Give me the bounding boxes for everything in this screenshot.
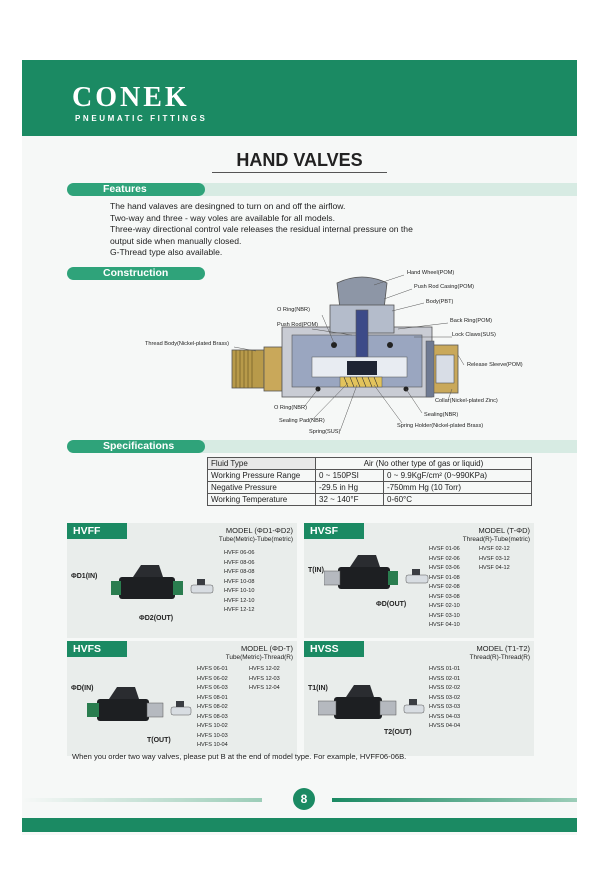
product-card-hvfs [67,641,297,756]
label-release-sleeve: Release Sleeve(POM) [467,362,523,368]
feature-line: output side when manually closed. [110,235,242,246]
label-hand-wheel: Hand Wheel(POM) [407,270,455,276]
model-code: HVFS 06-02 [197,675,228,682]
product-tag: HVFS [67,641,127,657]
construction-heading: Construction [67,267,205,280]
model-code: HVSS 01-01 [429,666,461,672]
model-code: HVFS 12-04 [249,685,280,691]
model-list [249,665,280,694]
spec-value: 0 ~ 9.9KgF/cm² (0~990KPa) [384,470,532,482]
product-model-sub: Tube(Metric)-Thread(R) [225,654,293,661]
model-code: HVSF 03-06 [429,565,460,571]
label-spring-holder: Spring Holder(Nickel-plated Brass) [397,423,484,429]
title-underline [212,172,387,173]
label-body: Body(PBT) [426,299,454,305]
model-code: HVSS 04-04 [429,723,461,729]
model-code: HVSF 02-08 [429,584,460,590]
valve-image [111,563,221,613]
product-card-hvss [304,641,534,756]
specifications-heading: Specifications [67,440,205,453]
model-code: HVSF 04-10 [429,622,460,628]
product-model-header [470,644,530,662]
label-push-rod-casing: Push Rod Casing(POM) [414,284,474,290]
model-code: HVSF 03-08 [429,593,460,600]
model-code: HVFS 12-02 [249,666,280,672]
product-model-header [219,526,293,544]
spec-value: 32 ~ 140°F [316,494,384,506]
model-list [429,665,460,732]
brand-tagline: PNEUMATIC FITTINGS [75,114,208,123]
product-tag: HVSF [304,523,364,539]
feature-line: Two-way and three - way voles are available for all models. [110,212,335,223]
model-code: HVSS 02-02 [429,685,461,691]
feature-line: G-Thread type also available. [110,247,223,257]
model-code: HVFS 10-03 [197,732,228,739]
model-code: HVFF 10-08 [224,578,255,585]
spec-value: Air (No other type of gas or liquid) [316,458,532,470]
label-push-rod: Push Rod(POM) [277,322,319,328]
port-in-label: T1(IN) [308,685,328,692]
feature-line: Three-way directional control vale releases the residual internal pressure on the [110,224,413,234]
model-code: HVFS 08-01 [197,694,228,701]
model-code: HVFF 08-08 [224,569,255,575]
model-code: HVSS 04-03 [429,713,461,720]
features-heading-bar [172,183,577,196]
product-model: MODEL (ΦD1-ΦD2) [225,526,293,535]
model-code: HVSF 01-08 [429,574,460,581]
label-collar: Collar(Nickel-plated Zinc) [435,398,498,404]
order-note: When you order two way valves, please put B at the end of model type. For example, HVFF06-06B. [72,752,407,761]
model-code: HVSF 04-12 [479,565,510,571]
model-code: HVFF 06-06 [224,550,255,556]
model-code: HVSS 03-02 [429,694,461,701]
product-tag: HVFF [67,523,127,539]
model-code: HVFS 06-01 [197,666,228,672]
spec-value: 0-60°C [384,494,532,506]
features-text [110,201,490,259]
page-title: HAND VALVES [236,150,363,170]
product-model-header [226,644,293,662]
label-lock-claws: Lock Claws(SUS) [452,332,496,338]
spec-row [208,470,532,482]
port-out-label: T2(OUT) [384,729,412,736]
label-spring: Spring(SUS) [309,429,341,435]
catalog-page [22,60,577,835]
model-code: HVFF 12-12 [224,607,255,613]
label-sealing-pad: Sealing Pad(NBR) [279,418,325,424]
model-code: HVFF 08-06 [224,559,255,566]
valve-image [87,685,197,735]
page-rule-left [22,798,262,802]
spec-row [208,458,532,470]
model-list [224,549,254,616]
label-thread-body: Thread Body(Nickel-plated Brass) [145,341,229,347]
model-code: HVFF 12-10 [224,597,255,604]
page-number: 8 [293,788,315,810]
port-in-label: ΦD1(IN) [71,573,98,580]
model-code: HVSS 03-03 [429,704,461,710]
construction-diagram [145,265,523,440]
spec-value: -29.5 in Hg [316,482,384,494]
label-sealing: Sealing(NBR) [424,412,459,418]
features-heading: Features [67,183,205,196]
port-out-label: ΦD(OUT) [376,601,407,608]
port-out-label: T(OUT) [147,737,171,744]
valve-image [318,683,428,733]
product-model-header [463,526,530,544]
port-in-label: ΦD(IN) [71,685,94,692]
model-code: HVSS 02-01 [429,675,461,682]
footer-band [22,818,577,832]
model-code: HVFS 10-02 [197,723,228,729]
model-code: HVFS 08-02 [197,704,228,710]
product-model: MODEL (T1-T2) [476,644,530,653]
spec-row [208,482,532,494]
label-o-ring-bottom: O Ring(NBR) [274,405,307,411]
spec-name: Working Temperature [208,494,316,506]
product-tag: HVSS [304,641,364,657]
valve-image [324,553,434,603]
model-code: HVFS 08-03 [197,713,228,720]
product-card-hvff [67,523,297,638]
model-code: HVSF 02-06 [429,555,460,562]
product-model: MODEL (T-ΦD) [478,526,530,535]
model-code: HVSF 01-06 [429,546,460,552]
product-model: MODEL (ΦD-T) [241,644,293,653]
product-card-hvsf [304,523,534,638]
spec-name: Negative Pressure [208,482,316,494]
label-o-ring-top: O Ring(NBR) [277,307,310,313]
model-code: HVFS 06-03 [197,685,228,691]
model-code: HVSF 03-12 [479,555,510,562]
model-code: HVFF 10-10 [224,588,255,594]
model-code: HVFS 12-03 [249,675,280,682]
port-in-label: T(IN) [308,567,324,574]
label-back-ring: Back Ring(POM) [450,318,492,324]
spec-value: 0 ~ 150PSI [316,470,384,482]
model-list [197,665,228,751]
port-out-label: ΦD2(OUT) [139,615,174,622]
product-model-sub: Tube(Metric)-Tube(metric) [218,536,293,543]
brand-logo: CONEK [72,82,190,113]
model-code: HVFS 10-04 [197,742,228,748]
specifications-table [207,457,532,506]
spec-name: Fluid Type [208,458,316,470]
feature-line: The hand valaves are desingned to turn on and off the airflow. [110,201,346,211]
product-model-sub: Thread(R)-Tube(metric) [462,536,530,543]
model-list [479,545,510,574]
spec-value: -750mm Hg (10 Torr) [384,482,532,494]
model-code: HVSF 03-10 [429,612,460,619]
spec-name: Working Pressure Range [208,470,316,482]
model-code: HVSF 02-10 [429,603,460,609]
product-model-sub: Thread(R)-Thread(R) [469,654,530,661]
specifications-heading-bar [172,440,577,453]
header-band [22,60,577,136]
spec-row [208,494,532,506]
page-rule-right [332,798,577,802]
model-code: HVSF 02-12 [479,546,510,552]
